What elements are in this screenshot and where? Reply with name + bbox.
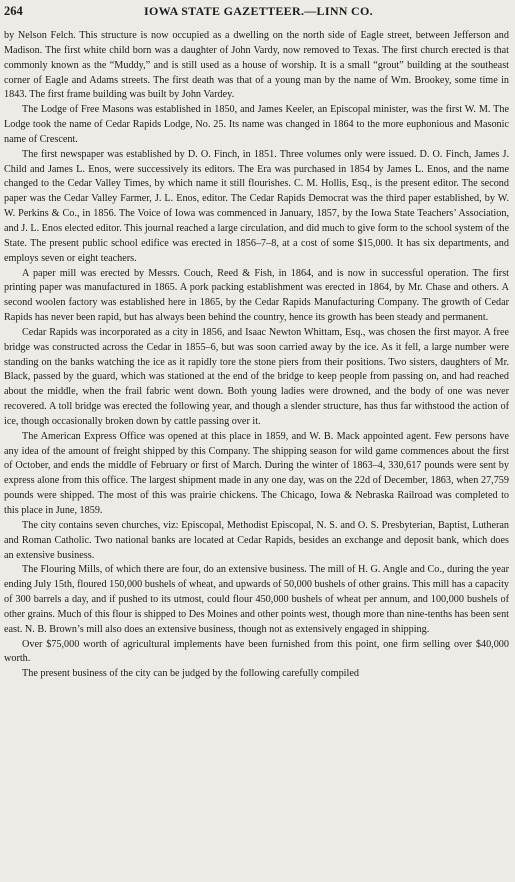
paragraph-incorporation: Cedar Rapids was incorporated as a city in 1856, and Isaac Newton Whittam, Esq., was chosen the first mayor. A free bridge was constructed across the Cedar in 1855–6, but was soon carried away by the ice. As it fell, a large number were standing on the banks watching the ice as it rapidly tore the stone piers from their positions. Two sisters, daughters of Mr. Black, passed by the guard, which was stationed at the end of the bridge to keep people from passing on, and had reached about the middle, when the frail fabric went down. Both young ladies were drowned, and the body of one was never recovered. A toll bridge was erected the following year, and though a slender structure, has thus far withstood the action of ice, though occasionally broken down by cattle passing over it. — [4, 326, 509, 427]
paragraph-mills: A paper mill was erected by Messrs. Couch, Reed & Fish, in 1864, and is now in successful operation. The first printing paper was manufactured in 1865. A pork packing establishment was erected in 1864, by Mr. Chase and others. A second woolen factory was established here in 1865, by the Cedar Rapids Manufacturing Company. The growth of Cedar Rapids has never been rapid, but has always been behind the country, hence its growth has been steady and permanent. — [4, 267, 509, 324]
running-header — [4, 4, 509, 26]
article-body — [4, 29, 509, 682]
page-number: 264 — [4, 4, 23, 18]
paragraph-implements: Over $75,000 worth of agricultural implements have been furnished from this point, one firm selling over $40,000 worth. — [4, 638, 509, 665]
paragraph-masons: The Lodge of Free Masons was established in 1850, and James Keeler, an Episcopal minister, was the first W. M. The Lodge took the name of Cedar Rapids Lodge, No. 25. Its name was changed in 1864 to the more euphonious and Masonic name of Crescent. — [4, 104, 509, 145]
paragraph-first-buildings: by Nelson Felch. This structure is now occupied as a dwelling on the north side of Eagle street, between Jefferson and Madison. The first white child born was a daughter of John Vardy, now removed to Texas. The first church erected is that commonly known as the “Muddy,” and is still used as a house of worship. It is a small “grout” building at the southeast corner of Eagle and Adams streets. The first death was that of a young man by the name of Wm. Brookey, some time in 1843. The first frame building was built by John Vardey. — [4, 30, 509, 101]
paragraph-flouring-mills: The Flouring Mills, of which there are four, do an extensive business. The mill of H. G. Angle and Co., during the year ending July 15th, floured 150,000 bushels of wheat, and upwards of 50,000 bushels of other grains. This mill has a capacity of 300 barrels a day, and if pushed to its utmost, could flour 450,000 bushels of wheat per annum, and 100,000 bushels of other grains. Much of this flour is shipped to Des Moines and other points west, though more than nine-tenths has been sent east. N. B. Brown’s mill also does an extensive business, though not as extensively engaged in shipping. — [4, 564, 509, 635]
paragraph-express: The American Express Office was opened at this place in 1859, and W. B. Mack appointed agent. Few persons have any idea of the amount of freight shipped by this Company. The shipping season for wild game commences about the first of October, and ends the middle of February or first of March. During the winter of 1863–4, 330,617 pounds were sent by express alone from this office. The largest shipment made in any one day, was on the 22d of December, 1863, when 27,759 pounds were shipped. The most of this was prairie chickens. The Chicago, Iowa & Nebraska Railroad was completed to this place in June, 1859. — [4, 430, 509, 516]
paragraph-churches: The city contains seven churches, viz: Episcopal, Methodist Episcopal, N. S. and O. S. Presbyterian, Baptist, Lutheran and Roman Catholic. Two national banks are located at Cedar Rapids, besides an exchange and deposit bank, which does an extensive business. — [4, 519, 509, 561]
paragraph-newspapers: The first newspaper was established by D. O. Finch, in 1851. Three volumes only were issued. D. O. Finch, James J. Child and James L. Enos, were successively its editors. The Era was purchased in 1854 by James L. Enos, and the name changed to the Cedar Valley Times, by which name it still flourishes. C. M. Hollis, Esq., is the present editor. The second paper was the Cedar Valley Farmer, J. L. Enos, editor. The Cedar Rapids Democrat was the third paper established, by W. W. Perkins & Co., in 1856. The Voice of Iowa was commenced in January, 1857, by the Iowa State Teachers’ Association, and J. L. Enos elected editor. This journal reached a large circulation, and did much to give form to the school system of the State. The present public school edifice was erected in 1856–7–8, at a cost of some $15,000. It has six departments, and employs seven or eight teachers. — [4, 148, 509, 264]
running-title: IOWA STATE GAZETTEER.—LINN CO. — [144, 4, 373, 18]
paragraph-business: The present business of the city can be judged by the following carefully compiled — [22, 668, 359, 680]
